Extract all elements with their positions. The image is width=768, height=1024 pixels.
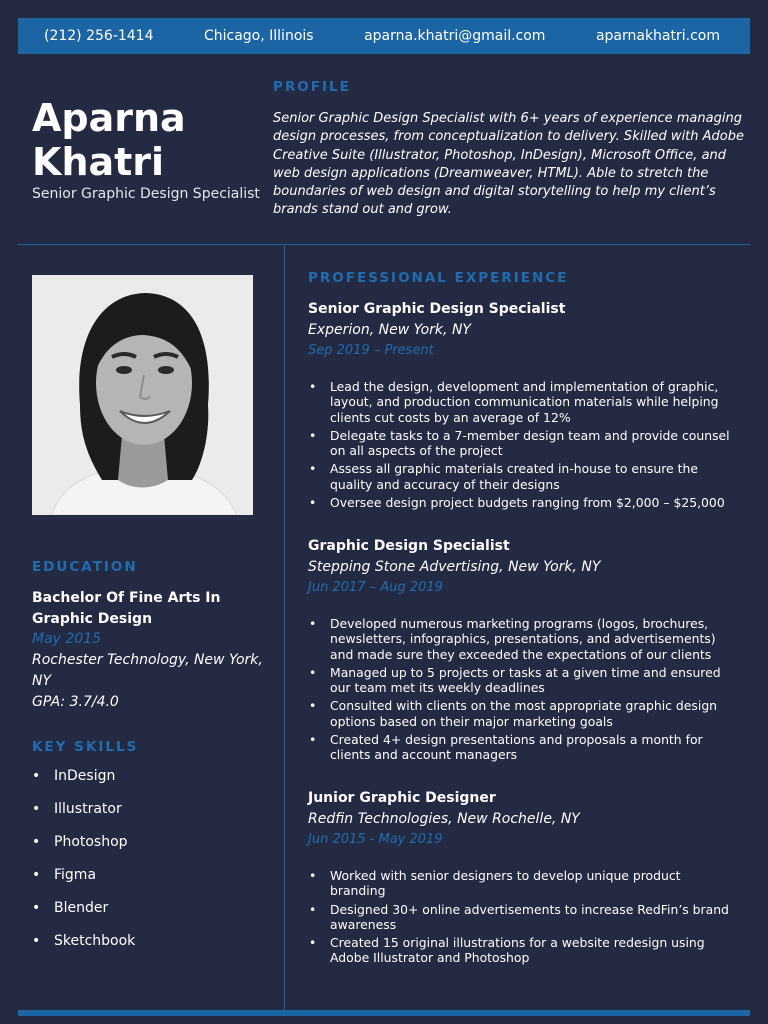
job-bullet: • Lead the design, development and implementation of graphic, layout, and production communication materials while helping clients cut costs by an average of 12% xyxy=(308,379,738,425)
location: Chicago, Illinois xyxy=(203,28,314,44)
school: Rochester Technology, New York, NY xyxy=(32,652,263,689)
job-bullets xyxy=(308,868,738,966)
skill-item: • InDesign xyxy=(32,768,116,784)
skill-item: • Photoshop xyxy=(32,834,128,850)
job-bullet: • Oversee design project budgets ranging from $2,000 – $25,000 xyxy=(308,495,738,510)
job-bullet: • Created 15 original illustrations for a website redesign using Adobe Illustrator and Photoshop xyxy=(308,935,738,966)
skill-item: • Blender xyxy=(32,900,109,916)
portrait-image xyxy=(32,275,253,515)
website-link[interactable]: aparnakhatri.com xyxy=(595,28,720,44)
education-heading: EDUCATION xyxy=(32,559,138,575)
job-bullet: • Created 4+ design presentations and proposals a month for clients and account managers xyxy=(308,732,738,763)
vertical-divider xyxy=(284,245,285,1010)
job-bullet: • Developed numerous marketing programs (logos, brochures, newsletters, infographics, presentations, and advertisements) and made sure they exceeded the expectations of our clients xyxy=(308,616,738,662)
job-title: Senior Graphic Design Specialist xyxy=(308,301,566,317)
job-company: Stepping Stone Advertising, New York, NY xyxy=(308,559,601,575)
job-dates: Jun 2017 – Aug 2019 xyxy=(308,580,443,595)
phone-number[interactable]: (212) 256-1414 xyxy=(44,28,154,44)
horizontal-divider xyxy=(18,244,750,245)
job-title: Graphic Design Specialist xyxy=(308,538,510,554)
experience-heading: PROFESSIONAL EXPERIENCE xyxy=(308,270,569,286)
job-bullet: • Consulted with clients on the most appropriate graphic design options based on their major marketing goals xyxy=(308,698,738,729)
skills-list xyxy=(32,768,135,966)
job-bullets xyxy=(308,616,738,763)
job-entry xyxy=(308,790,738,969)
job-bullet: • Worked with senior designers to develop unique product branding xyxy=(308,868,738,899)
skill-item: • Figma xyxy=(32,867,97,883)
profile-heading: PROFILE xyxy=(273,79,351,95)
job-bullet: • Assess all graphic materials created in-house to ensure the quality and accuracy of their designs xyxy=(308,461,738,492)
job-bullet: • Delegate tasks to a 7-member design team and provide counsel on all aspects of the project xyxy=(308,428,738,459)
skills-heading: KEY SKILLS xyxy=(32,739,139,755)
job-title: Junior Graphic Designer xyxy=(308,790,496,806)
job-entry xyxy=(308,538,738,766)
email-link[interactable]: aparna.khatri@gmail.com xyxy=(364,28,546,44)
last-name: Khatri xyxy=(32,140,165,184)
job-company: Redfin Technologies, New Rochelle, NY xyxy=(308,811,580,827)
first-name: Aparna xyxy=(32,96,186,140)
profile-text: Senior Graphic Design Specialist with 6+ years of experience managing design processes, from conceptualization to delivery. Skilled with Adobe Creative Suite (Illustrator, Photoshop, InDesign), Microsoft Office, and web design applications (Dreamweaver, HTML). Able to stretch the boundaries of web design and digital storytelling to help my client’s brands stand out and grow. xyxy=(273,111,744,218)
job-dates: Sep 2019 – Present xyxy=(308,343,434,358)
education-section xyxy=(32,588,272,712)
candidate-name xyxy=(32,96,186,184)
bottom-bar xyxy=(18,1010,750,1016)
gpa: GPA: 3.7/4.0 xyxy=(32,693,119,710)
education-date: May 2015 xyxy=(32,631,102,648)
job-bullet: • Managed up to 5 projects or tasks at a given time and ensured our team met its weekly deadlines xyxy=(308,665,738,696)
job-dates: Jun 2015 - May 2019 xyxy=(308,832,443,847)
job-entry xyxy=(308,301,738,513)
degree: Bachelor Of Fine Arts In Graphic Design xyxy=(32,590,221,627)
contact-bar xyxy=(18,18,750,54)
skill-item: • Sketchbook xyxy=(32,933,136,949)
job-bullet: • Designed 30+ online advertisements to increase RedFin’s brand awareness xyxy=(308,902,738,933)
job-bullets xyxy=(308,379,738,510)
skill-item: • Illustrator xyxy=(32,801,122,817)
profile-photo xyxy=(32,275,253,515)
headline: Senior Graphic Design Specialist xyxy=(32,186,260,202)
job-company: Experion, New York, NY xyxy=(308,322,471,338)
